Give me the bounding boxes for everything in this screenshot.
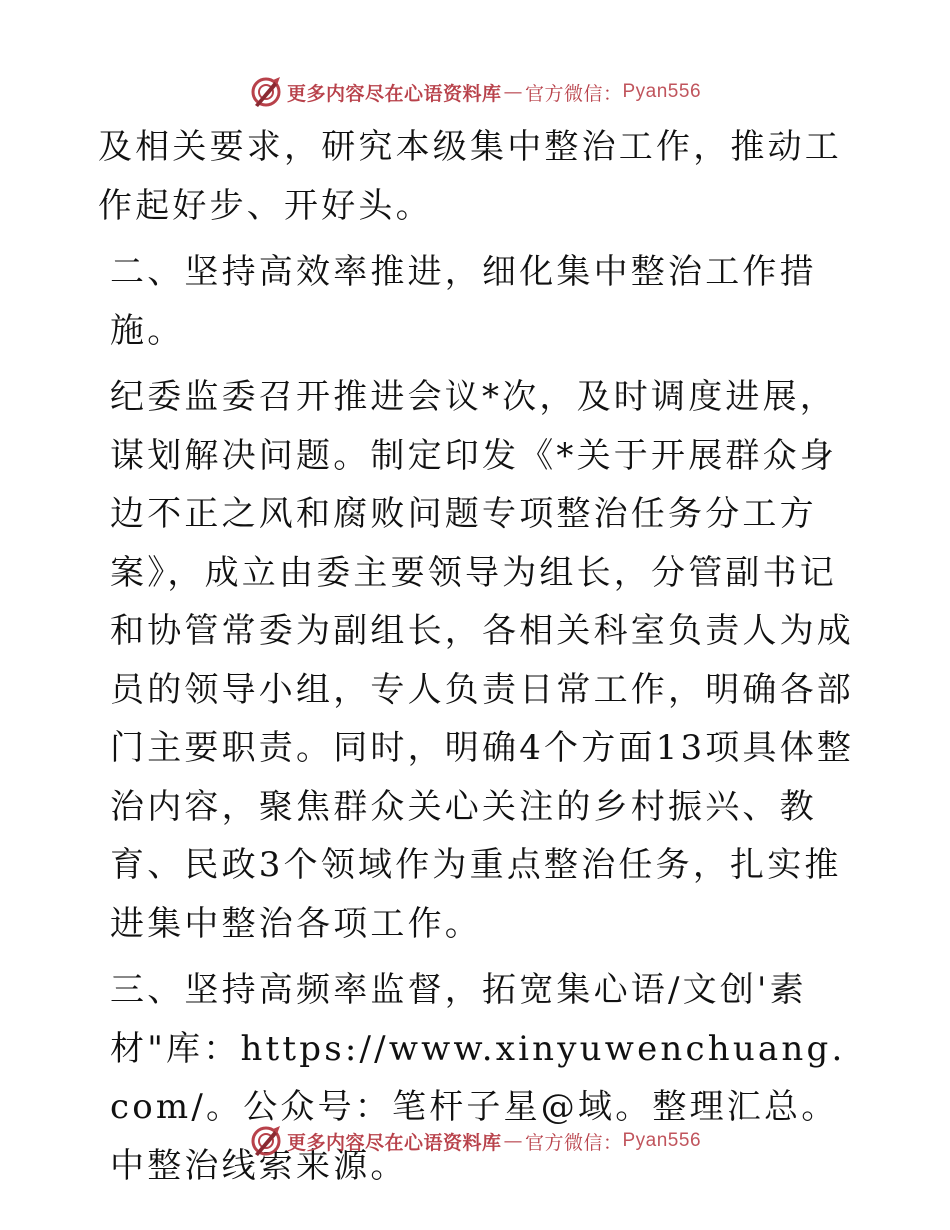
- watermark-title: 更多内容尽在心语资料库: [286, 82, 502, 105]
- watermark-footer: [0, 1121, 950, 1161]
- section-heading-two: 二、坚持高效率推进，细化集中整治工作措施。: [110, 252, 817, 351]
- watermark-dash: —: [503, 81, 523, 103]
- document-body: [98, 118, 858, 1195]
- watermark-wechat-id: Pyan556: [622, 1130, 702, 1151]
- watermark-wechat-label: 官方微信：: [524, 1131, 623, 1154]
- watermark-wechat-id: Pyan556: [622, 81, 702, 102]
- quill-circle-logo-icon: [249, 1124, 283, 1158]
- paragraph-measures: 纪委监委召开推进会议*次，及时调度进展，谋划解决问题。制定印发《*关于开展群众身边不正之风和腐败问题专项整治任务分工方案》，成立由委主要领导为组长，分管副书记和协管常委为副组长，各相关科室负责人为成员的领导小组，专人负责日常工作，明确各部门主要职责。同时，明确4个方面13项具体整治内容，聚焦群众关心关注的乡村振兴、教育、民政3个领域作为重点整治任务，扎实推进集中整治各项工作。: [110, 377, 855, 944]
- section-heading-three: 三、坚持高频率监督，拓宽集心语/文创'素材"库：https://www.xinyuwenchuang.com/。公众号：笔杆子星@域。整理汇总。中整治线索来源。: [110, 970, 846, 1186]
- quill-circle-logo-icon: [249, 75, 283, 109]
- watermark-header: [0, 72, 950, 112]
- watermark-title: 更多内容尽在心语资料库: [286, 1131, 502, 1154]
- watermark-dash: —: [503, 1130, 523, 1152]
- paragraph-continuation: 及相关要求，研究本级集中整治工作，推动工作起好步、开好头。: [98, 127, 842, 226]
- watermark-wechat-label: 官方微信：: [524, 82, 623, 105]
